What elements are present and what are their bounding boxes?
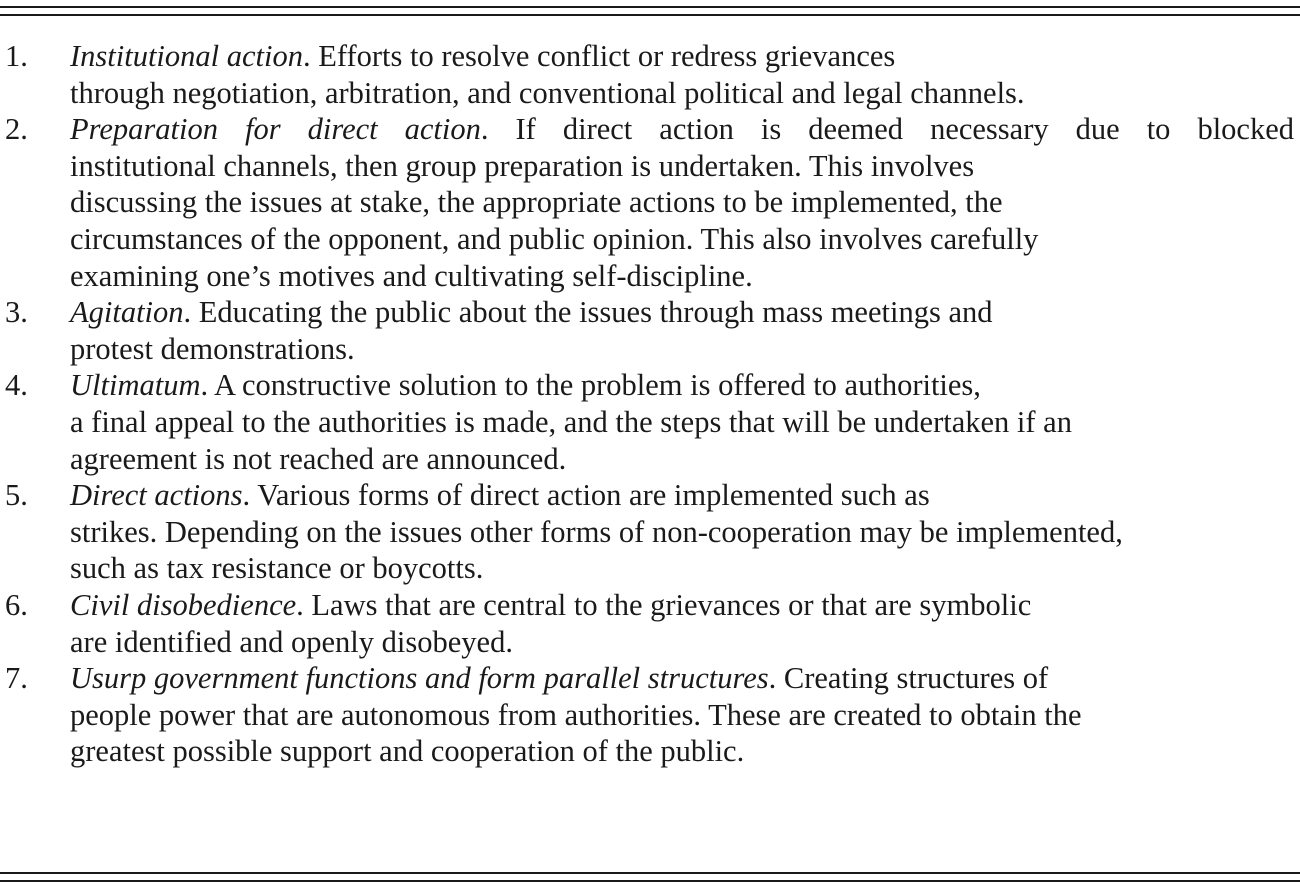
top-double-rule (0, 6, 1300, 16)
item-text-line: protest demonstrations. (70, 331, 355, 366)
item-text-line: people power that are autonomous from authorities. These are created to obtain the (70, 697, 1082, 732)
list-item (0, 477, 1300, 587)
item-first-line (70, 587, 1294, 624)
item-number: 3. (5, 295, 28, 330)
item-term: Usurp government functions and form parallel structures (70, 661, 769, 696)
item-text-line: strikes. Depending on the issues other forms of non-cooperation may be implemented, (70, 514, 1123, 549)
item-text: . A constructive solution to the problem is offered to authorities, (200, 368, 981, 403)
item-text: . Laws that are central to the grievances or that are symbolic (296, 587, 1032, 622)
list-item (0, 294, 1300, 367)
item-text-line: such as tax resistance or boycotts. (70, 551, 484, 586)
item-number: 2. (5, 112, 28, 147)
item-term: Ultimatum (70, 368, 201, 403)
item-text-line: circumstances of the opponent, and public opinion. This also involves carefully (70, 221, 1039, 256)
top-rule-1 (0, 6, 1300, 8)
item-first-line (70, 38, 1294, 75)
item-text: . If direct action is deemed necessary due to blocked (480, 112, 1294, 147)
item-first-line (70, 660, 1294, 697)
bottom-rule-1 (0, 872, 1300, 874)
item-number: 4. (5, 368, 28, 403)
top-rule-2 (0, 14, 1300, 16)
item-term: Institutional action (70, 39, 303, 73)
list-item (0, 367, 1300, 477)
item-text: . Various forms of direct action are implemented such as (242, 478, 930, 513)
item-text-line: examining one’s motives and cultivating self-discipline. (70, 258, 753, 293)
list-item (0, 111, 1300, 294)
item-text: . Educating the public about the issues through mass meetings and (183, 295, 993, 330)
list-item (0, 38, 1300, 111)
bottom-rule-2 (0, 880, 1300, 882)
item-term: Direct actions (70, 478, 243, 513)
item-text-line: agreement is not reached are announced. (70, 441, 567, 476)
list-item (0, 660, 1300, 770)
item-text-line: are identified and openly disobeyed. (70, 624, 513, 659)
item-term: Civil disobedience (70, 587, 297, 622)
item-number: 7. (5, 661, 28, 696)
item-text-line: through negotiation, arbitration, and conventional political and legal channels. (70, 75, 1025, 110)
item-first-line (70, 111, 1294, 148)
item-text-line: a final appeal to the authorities is made, and the steps that will be undertaken if an (70, 404, 1072, 439)
item-text: . Efforts to resolve conflict or redress grievances (302, 39, 896, 73)
item-number: 5. (5, 478, 28, 513)
item-number: 6. (5, 587, 28, 622)
item-text-line: discussing the issues at stake, the appropriate actions to be implemented, the (70, 185, 1003, 220)
item-term: Preparation for direct action (70, 112, 481, 147)
item-number: 1. (5, 39, 28, 73)
item-term: Agitation (70, 295, 184, 330)
item-first-line (70, 367, 1294, 404)
stages-list (0, 38, 1300, 770)
item-first-line (70, 294, 1294, 331)
list-item (0, 587, 1300, 660)
item-text: . Creating structures of (768, 661, 1049, 696)
bottom-double-rule (0, 872, 1300, 882)
item-first-line (70, 477, 1294, 514)
item-text-line: institutional channels, then group preparation is undertaken. This involves (70, 148, 975, 183)
item-text-line: greatest possible support and cooperation of the public. (70, 734, 745, 769)
